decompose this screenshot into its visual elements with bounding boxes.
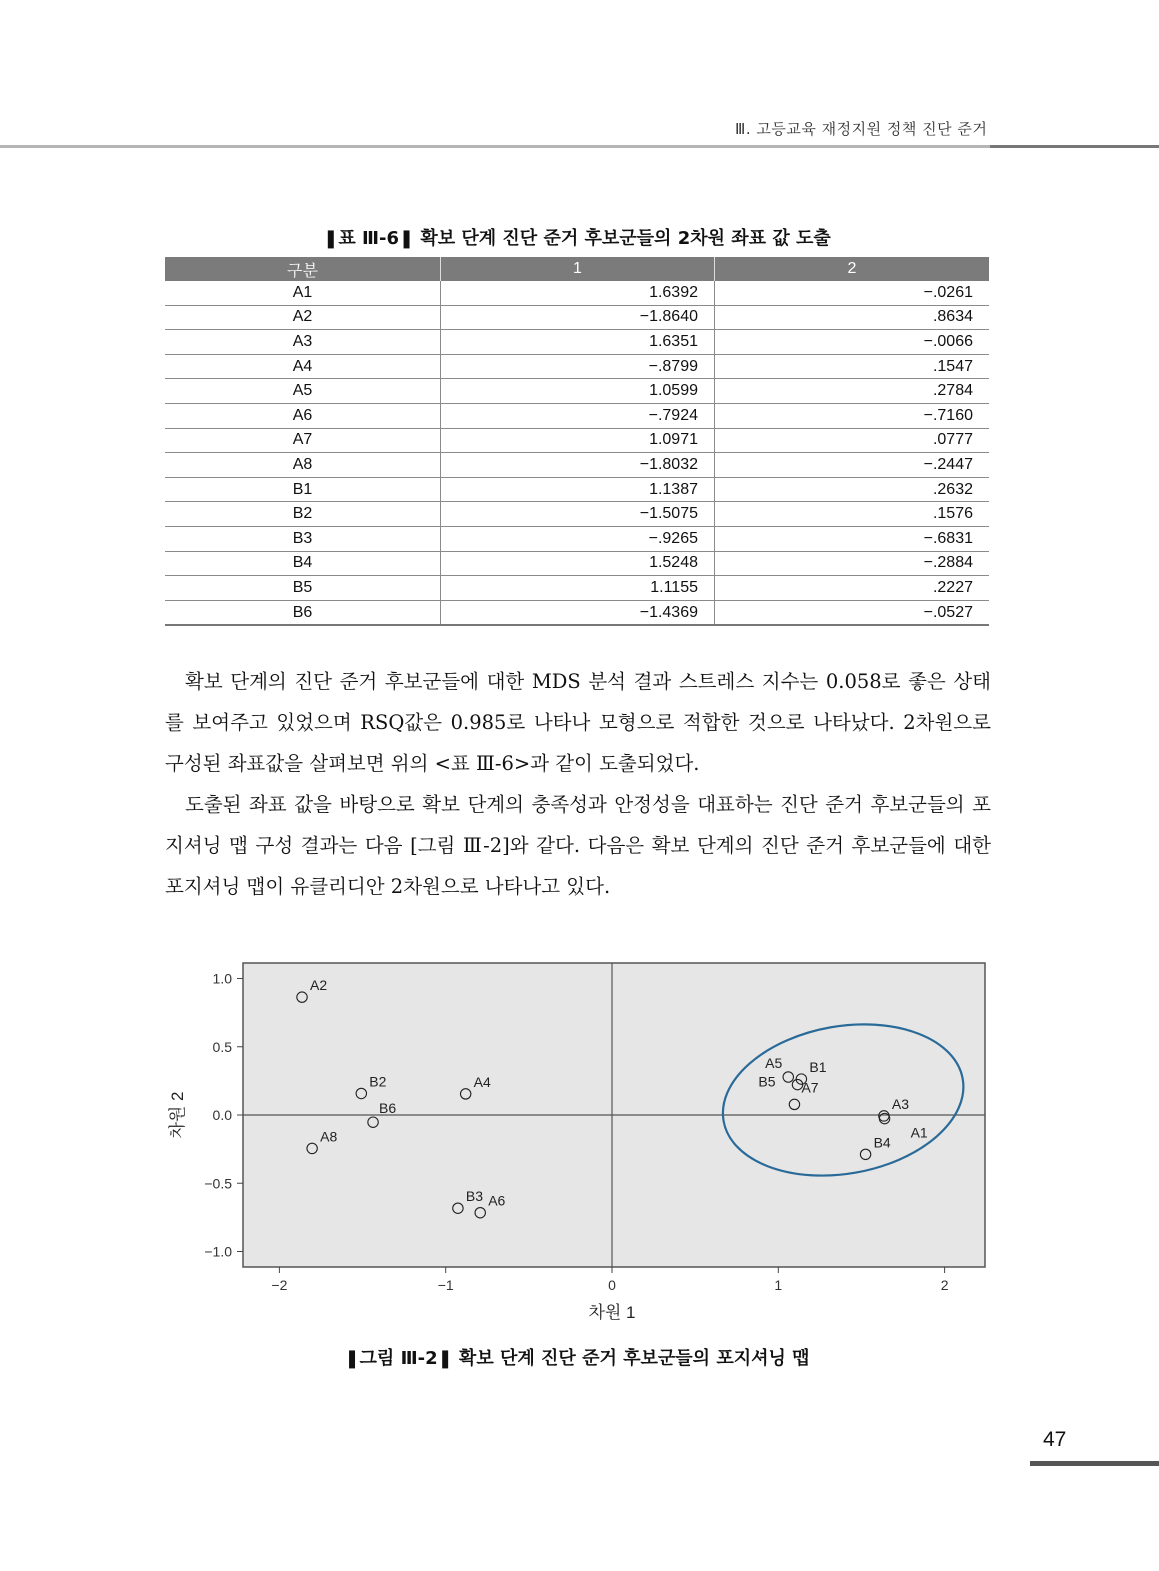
data-point-label: A6 [488, 1192, 506, 1209]
dimension-2-cell: .2227 [715, 576, 990, 601]
positioning-map-figure [0, 940, 1159, 1340]
data-point-label: B4 [873, 1134, 891, 1151]
table-row [165, 502, 989, 527]
dimension-1-cell: −1.8640 [441, 305, 715, 330]
data-point-label: A2 [310, 977, 328, 994]
page-number: 47 [1043, 1428, 1067, 1451]
row-label-cell: B1 [165, 477, 441, 502]
dimension-1-cell: 1.6351 [441, 330, 715, 355]
row-label-cell: A8 [165, 453, 441, 478]
dimension-2-cell: .8634 [715, 305, 990, 330]
table-row [165, 379, 989, 404]
row-label-cell: A4 [165, 354, 441, 379]
table-row [165, 354, 989, 379]
dimension-2-cell: −.0527 [715, 600, 990, 625]
table-row [165, 576, 989, 601]
dimension-1-cell: 1.0971 [441, 428, 715, 453]
data-point-label: B1 [809, 1059, 827, 1076]
row-label-cell: A1 [165, 281, 441, 305]
dimension-1-cell: 1.1387 [441, 477, 715, 502]
table-header-row [165, 257, 989, 281]
dimension-2-cell: −.6831 [715, 526, 990, 551]
data-point-label: A4 [473, 1073, 491, 1090]
table-row [165, 281, 989, 305]
data-point-label: B5 [758, 1073, 776, 1090]
data-point-label: A5 [765, 1054, 783, 1071]
row-label-cell: B4 [165, 551, 441, 576]
dimension-2-cell: .1576 [715, 502, 990, 527]
dimension-1-cell: 1.1155 [441, 576, 715, 601]
header-rule [0, 145, 990, 148]
paragraph-text: 도출된 좌표 값을 바탕으로 확보 단계의 충족성과 안정성을 대표하는 진단 준거 후보군들의 포지셔닝 맵 구성 결과는 다음 [그림 Ⅲ-2]와 같다. 다음은 확보 단계의 진단 준거 후보군들에 대한 포지셔닝 맵이 유클리디안 2차원으로 나타나고 있다. [165, 793, 991, 898]
dimension-2-cell: −.2884 [715, 551, 990, 576]
dimension-2-cell: .0777 [715, 428, 990, 453]
x-tick-label: −2 [271, 1277, 288, 1293]
table-row [165, 403, 989, 428]
dimension-1-cell: 1.0599 [441, 379, 715, 404]
dimension-1-cell: −1.4369 [441, 600, 715, 625]
table-row [165, 526, 989, 551]
y-tick-label: −0.5 [204, 1175, 232, 1192]
y-tick-label: 1.0 [212, 970, 232, 987]
table-row [165, 428, 989, 453]
data-point-label: B6 [379, 1100, 397, 1117]
dimension-1-cell: −1.5075 [441, 502, 715, 527]
paragraph-text: 확보 단계의 진단 준거 후보군들에 대한 MDS 분석 결과 스트레스 지수는 0.058로 좋은 상태를 보여주고 있었으며 RSQ값은 0.985로 나타나 모형으로 적합한 것으로 나타났다. 2차원으로 구성된 좌표값을 살펴보면 위의 <표 Ⅲ-6>과 같이 도출되었다. [165, 670, 991, 775]
dimension-1-cell: 1.5248 [441, 551, 715, 576]
row-label-cell: A3 [165, 330, 441, 355]
data-point-label: A3 [891, 1095, 910, 1112]
dimension-1-cell: 1.6392 [441, 281, 715, 305]
y-tick-label: 0.5 [212, 1038, 232, 1055]
dimension-2-cell: .2784 [715, 379, 990, 404]
data-point-label: B3 [465, 1188, 484, 1205]
column-header: 구분 [165, 257, 441, 281]
scatter-chart [0, 940, 1159, 1340]
figure-caption: ❚그림 Ⅲ-2❚ 확보 단계 진단 준거 후보군들의 포지셔닝 맵 [344, 1348, 810, 1369]
coordinates-table [165, 257, 989, 626]
table-row [165, 600, 989, 625]
table-caption: ❚표 Ⅲ-6❚ 확보 단계 진단 준거 후보군들의 2차원 좌표 값 도출 [323, 228, 831, 249]
x-axis-label: 차원 1 [588, 1303, 636, 1322]
row-label-cell: A2 [165, 305, 441, 330]
row-label-cell: A6 [165, 403, 441, 428]
dimension-1-cell: −.9265 [441, 526, 715, 551]
data-point-label: A1 [910, 1124, 928, 1141]
data-point-label: A7 [801, 1079, 819, 1096]
y-axis-label: 차원 2 [168, 1091, 187, 1139]
row-label-cell: B2 [165, 502, 441, 527]
data-point-label: A8 [320, 1128, 338, 1145]
dimension-2-cell: −.2447 [715, 453, 990, 478]
dimension-1-cell: −.8799 [441, 354, 715, 379]
running-header: Ⅲ. 고등교육 재정지원 정책 진단 준거 [735, 120, 988, 138]
table-row [165, 305, 989, 330]
x-tick-label: 0 [608, 1277, 616, 1293]
y-tick-label: 0.0 [212, 1107, 232, 1123]
column-header: 1 [441, 257, 715, 281]
row-label-cell: B6 [165, 600, 441, 625]
table-row [165, 453, 989, 478]
y-tick-label: −1.0 [204, 1243, 232, 1260]
data-point-label: B2 [369, 1073, 387, 1090]
row-label-cell: B3 [165, 526, 441, 551]
row-label-cell: A7 [165, 428, 441, 453]
dimension-2-cell: .2632 [715, 477, 990, 502]
table-row [165, 330, 989, 355]
dimension-2-cell: −.7160 [715, 403, 990, 428]
paragraph [165, 784, 991, 907]
table-body [165, 281, 989, 625]
dimension-2-cell: −.0066 [715, 330, 990, 355]
footer-rule [1030, 1461, 1159, 1466]
paragraph [165, 661, 991, 784]
row-label-cell: B5 [165, 576, 441, 601]
row-label-cell: A5 [165, 379, 441, 404]
x-tick-label: −1 [437, 1277, 454, 1293]
dimension-2-cell: −.0261 [715, 281, 990, 305]
dimension-2-cell: .1547 [715, 354, 990, 379]
table-row [165, 551, 989, 576]
dimension-1-cell: −.7924 [441, 403, 715, 428]
column-header: 2 [715, 257, 990, 281]
table-row [165, 477, 989, 502]
x-tick-label: 2 [940, 1277, 949, 1293]
x-tick-label: 1 [774, 1277, 783, 1293]
dimension-1-cell: −1.8032 [441, 453, 715, 478]
header-rule-accent [990, 145, 1159, 148]
